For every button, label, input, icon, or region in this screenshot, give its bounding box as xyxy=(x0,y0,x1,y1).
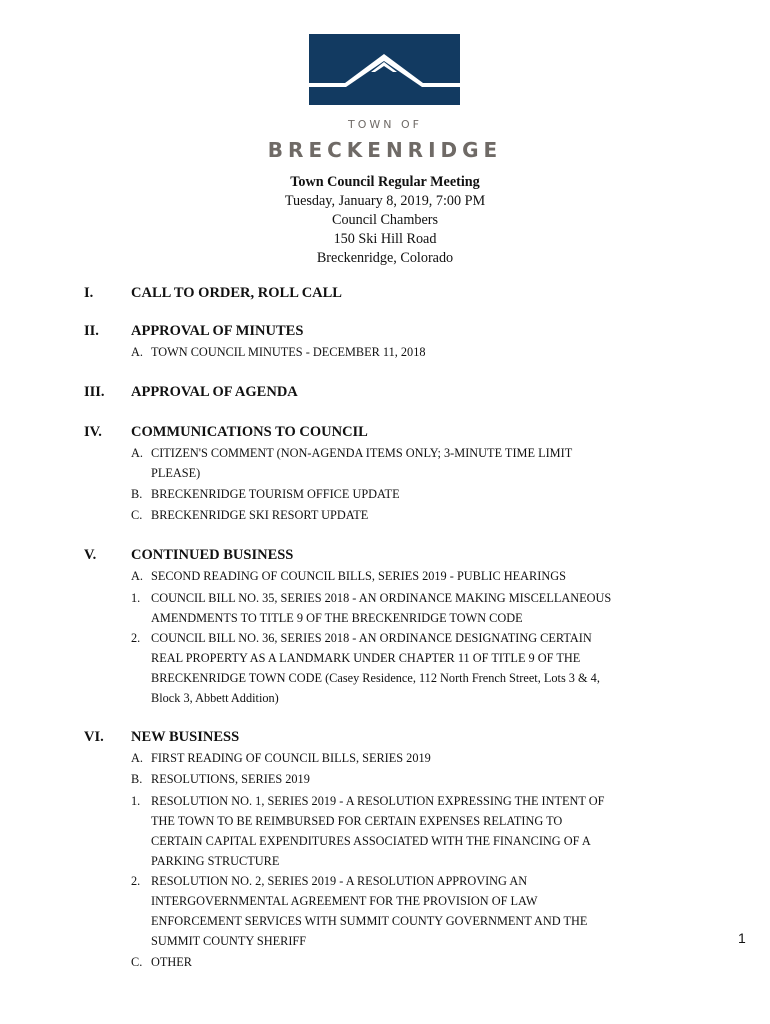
item-marker: A. xyxy=(131,345,143,359)
agenda-item xyxy=(131,342,426,362)
item-marker: 2. xyxy=(131,874,141,888)
meeting-city: Breckenridge, Colorado xyxy=(316,250,454,266)
agenda-item xyxy=(131,566,566,586)
section-number: I. xyxy=(84,285,94,301)
item-text: FIRST READING OF COUNCIL BILLS, SERIES 2019 xyxy=(151,751,431,765)
item-text: TOWN COUNCIL MINUTES - DECEMBER 11, 2018 xyxy=(151,345,426,359)
page-number: 1 xyxy=(738,930,746,946)
item-text-continued: REAL PROPERTY AS A LANDMARK UNDER CHAPTER 11 OF TITLE 9 OF THE xyxy=(151,651,581,665)
item-text-continued: PARKING STRUCTURE xyxy=(151,854,280,868)
item-text: OTHER xyxy=(151,955,192,969)
section-number: III. xyxy=(84,384,105,400)
item-text: RESOLUTION NO. 2, SERIES 2019 - A RESOLUTION APPROVING AN xyxy=(151,874,528,888)
item-marker: 2. xyxy=(131,631,141,645)
agenda-item xyxy=(131,588,611,608)
logo-wordmark: BRECKENRIDGE xyxy=(267,138,503,162)
meeting-venue: Council Chambers xyxy=(332,212,438,228)
item-marker: A. xyxy=(131,569,143,583)
section-number: V. xyxy=(84,547,97,563)
item-text: BRECKENRIDGE TOURISM OFFICE UPDATE xyxy=(151,487,400,501)
section-title: CONTINUED BUSINESS xyxy=(131,547,294,563)
item-marker: 1. xyxy=(131,591,141,605)
item-text-continued: BRECKENRIDGE TOWN CODE (Casey Residence, 112 North French Street, Lots 3 & 4, xyxy=(151,671,600,685)
section-number: IV. xyxy=(84,424,102,440)
item-marker: 1. xyxy=(131,794,141,808)
item-marker: B. xyxy=(131,487,143,501)
item-text: COUNCIL BILL NO. 36, SERIES 2018 - AN ORDINANCE DESIGNATING CERTAIN xyxy=(151,631,592,645)
agenda-item xyxy=(131,769,310,789)
item-text-continued: CERTAIN CAPITAL EXPENDITURES ASSOCIATED WITH THE FINANCING OF A xyxy=(151,834,591,848)
item-text: RESOLUTIONS, SERIES 2019 xyxy=(151,772,310,786)
logo-town-of: TOWN OF xyxy=(348,118,422,131)
section-title: APPROVAL OF AGENDA xyxy=(131,384,298,400)
item-marker: A. xyxy=(131,446,143,460)
item-marker: A. xyxy=(131,751,143,765)
agenda-item xyxy=(131,628,592,648)
item-text-continued: AMENDMENTS TO TITLE 9 OF THE BRECKENRIDGE TOWN CODE xyxy=(151,611,523,625)
item-text-continued: THE TOWN TO BE REIMBURSED FOR CERTAIN EXPENSES RELATING TO xyxy=(151,814,563,828)
meeting-date: Tuesday, January 8, 2019, 7:00 PM xyxy=(284,193,486,209)
item-marker: C. xyxy=(131,955,143,969)
item-text: BRECKENRIDGE SKI RESORT UPDATE xyxy=(151,508,369,522)
item-text-continued: ENFORCEMENT SERVICES WITH SUMMIT COUNTY GOVERNMENT AND THE xyxy=(151,914,588,928)
item-text-continued: PLEASE) xyxy=(151,466,201,480)
section-number: VI. xyxy=(84,729,104,745)
agenda-item xyxy=(131,505,368,525)
breckenridge-logo-icon xyxy=(309,34,460,105)
agenda-item xyxy=(131,484,400,504)
item-text: CITIZEN'S COMMENT (NON-AGENDA ITEMS ONLY; 3-MINUTE TIME LIMIT xyxy=(151,446,573,460)
agenda-item xyxy=(131,791,605,811)
section-title: APPROVAL OF MINUTES xyxy=(131,323,304,339)
item-text-continued: INTERGOVERNMENTAL AGREEMENT FOR THE PROVISION OF LAW xyxy=(151,894,538,908)
section-title: COMMUNICATIONS TO COUNCIL xyxy=(131,424,368,440)
agenda-item xyxy=(131,748,431,768)
item-text: RESOLUTION NO. 1, SERIES 2019 - A RESOLUTION EXPRESSING THE INTENT OF xyxy=(151,794,605,808)
item-text: COUNCIL BILL NO. 35, SERIES 2018 - AN ORDINANCE MAKING MISCELLANEOUS xyxy=(151,591,612,605)
agenda-item xyxy=(131,443,572,463)
section-number: II. xyxy=(84,323,99,339)
section-title: NEW BUSINESS xyxy=(131,729,240,745)
meeting-address: 150 Ski Hill Road xyxy=(333,231,437,247)
agenda-item xyxy=(131,952,192,972)
agenda-item xyxy=(131,871,527,891)
item-marker: B. xyxy=(131,772,143,786)
meeting-title: Town Council Regular Meeting xyxy=(290,174,480,190)
section-title: CALL TO ORDER, ROLL CALL xyxy=(131,285,342,301)
item-text-continued: SUMMIT COUNTY SHERIFF xyxy=(151,934,307,948)
item-marker: C. xyxy=(131,508,143,522)
item-text: SECOND READING OF COUNCIL BILLS, SERIES 2019 - PUBLIC HEARINGS xyxy=(151,569,566,583)
item-text-continued: Block 3, Abbett Addition) xyxy=(151,691,279,705)
